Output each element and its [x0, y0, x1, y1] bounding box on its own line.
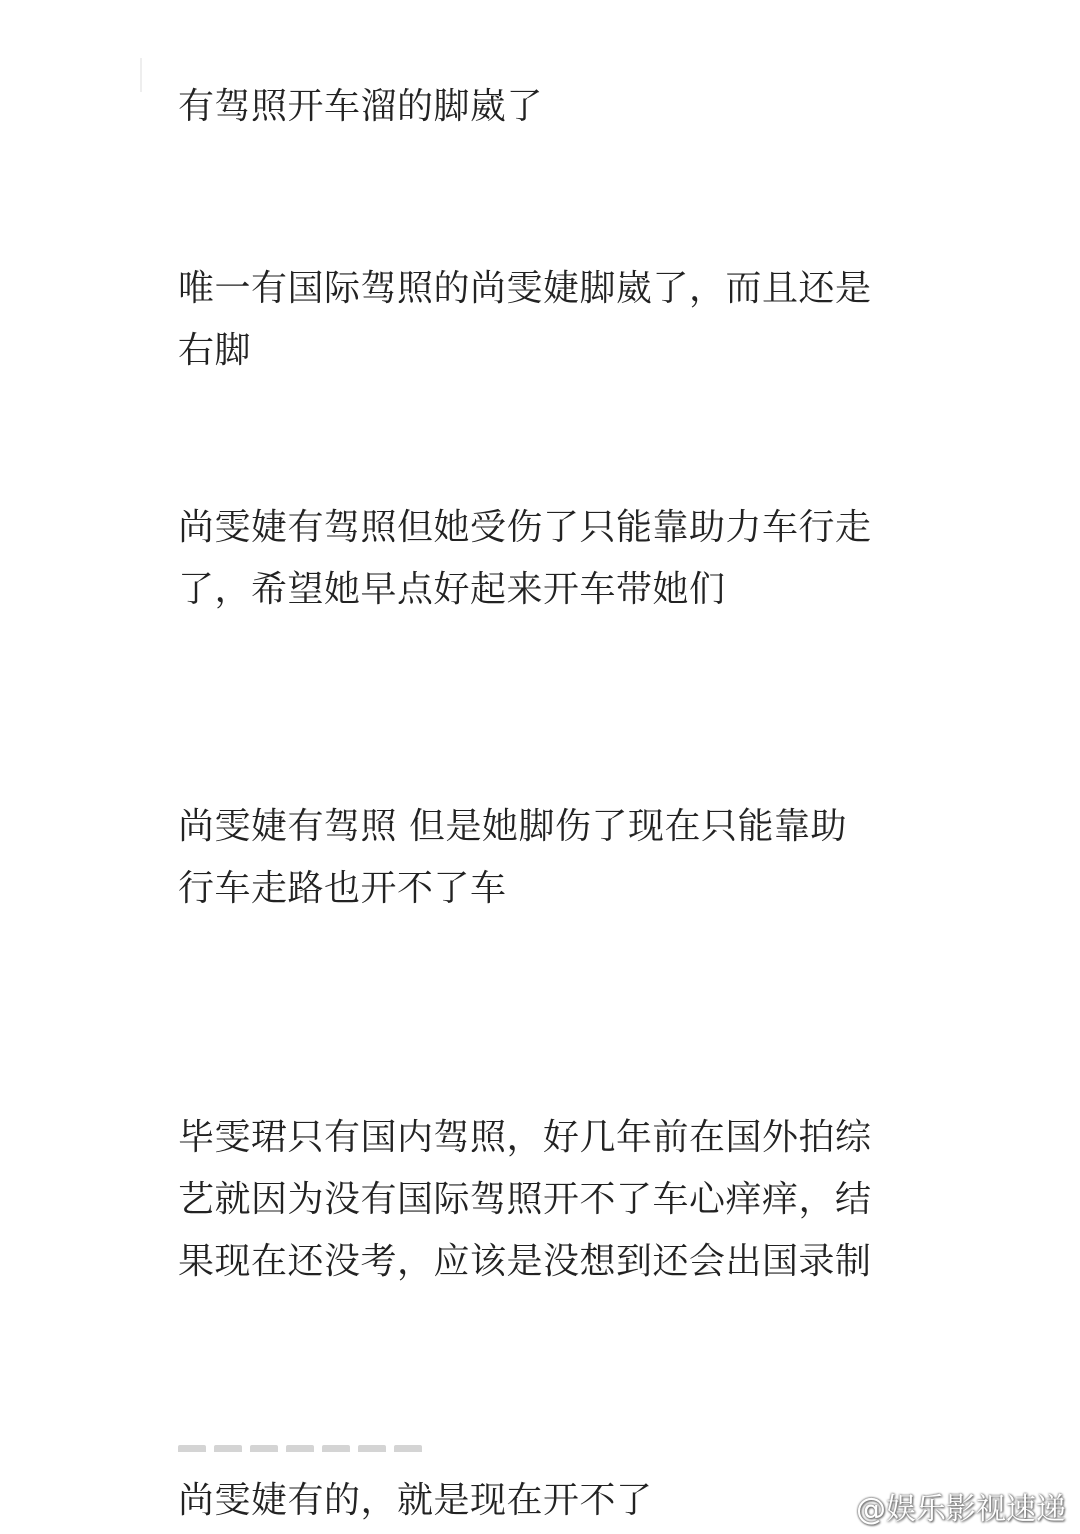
weibo-watermark	[812, 1484, 1066, 1528]
comment-text-4: 尚雯婕有驾照 但是她脚伤了现在只能靠助 行车走路也开不了车	[178, 806, 847, 909]
comment-text-1: 有驾照开车溜的脚崴了	[178, 86, 544, 127]
watermark-text: @娱乐影视速递	[856, 1492, 1066, 1527]
top-edge-line	[140, 58, 142, 92]
comment-text-3: 尚雯婕有驾照但她受伤了只能靠助力车行走 了，希望她早点好起来开车带她们	[178, 507, 872, 610]
weibo-icon	[812, 1489, 852, 1523]
comment-text-2: 唯一有国际驾照的尚雯婕脚崴了，而且还是 右脚	[178, 268, 872, 371]
comment-text-6: 尚雯婕有的，就是现在开不了	[178, 1480, 653, 1521]
obscured-text-line	[178, 1440, 448, 1452]
comment-text-5: 毕雯珺只有国内驾照，好几年前在国外拍综 艺就因为没有国际驾照开不了车心痒痒，结 果现在还没考，应该是没想到还会出国录制	[178, 1117, 872, 1282]
